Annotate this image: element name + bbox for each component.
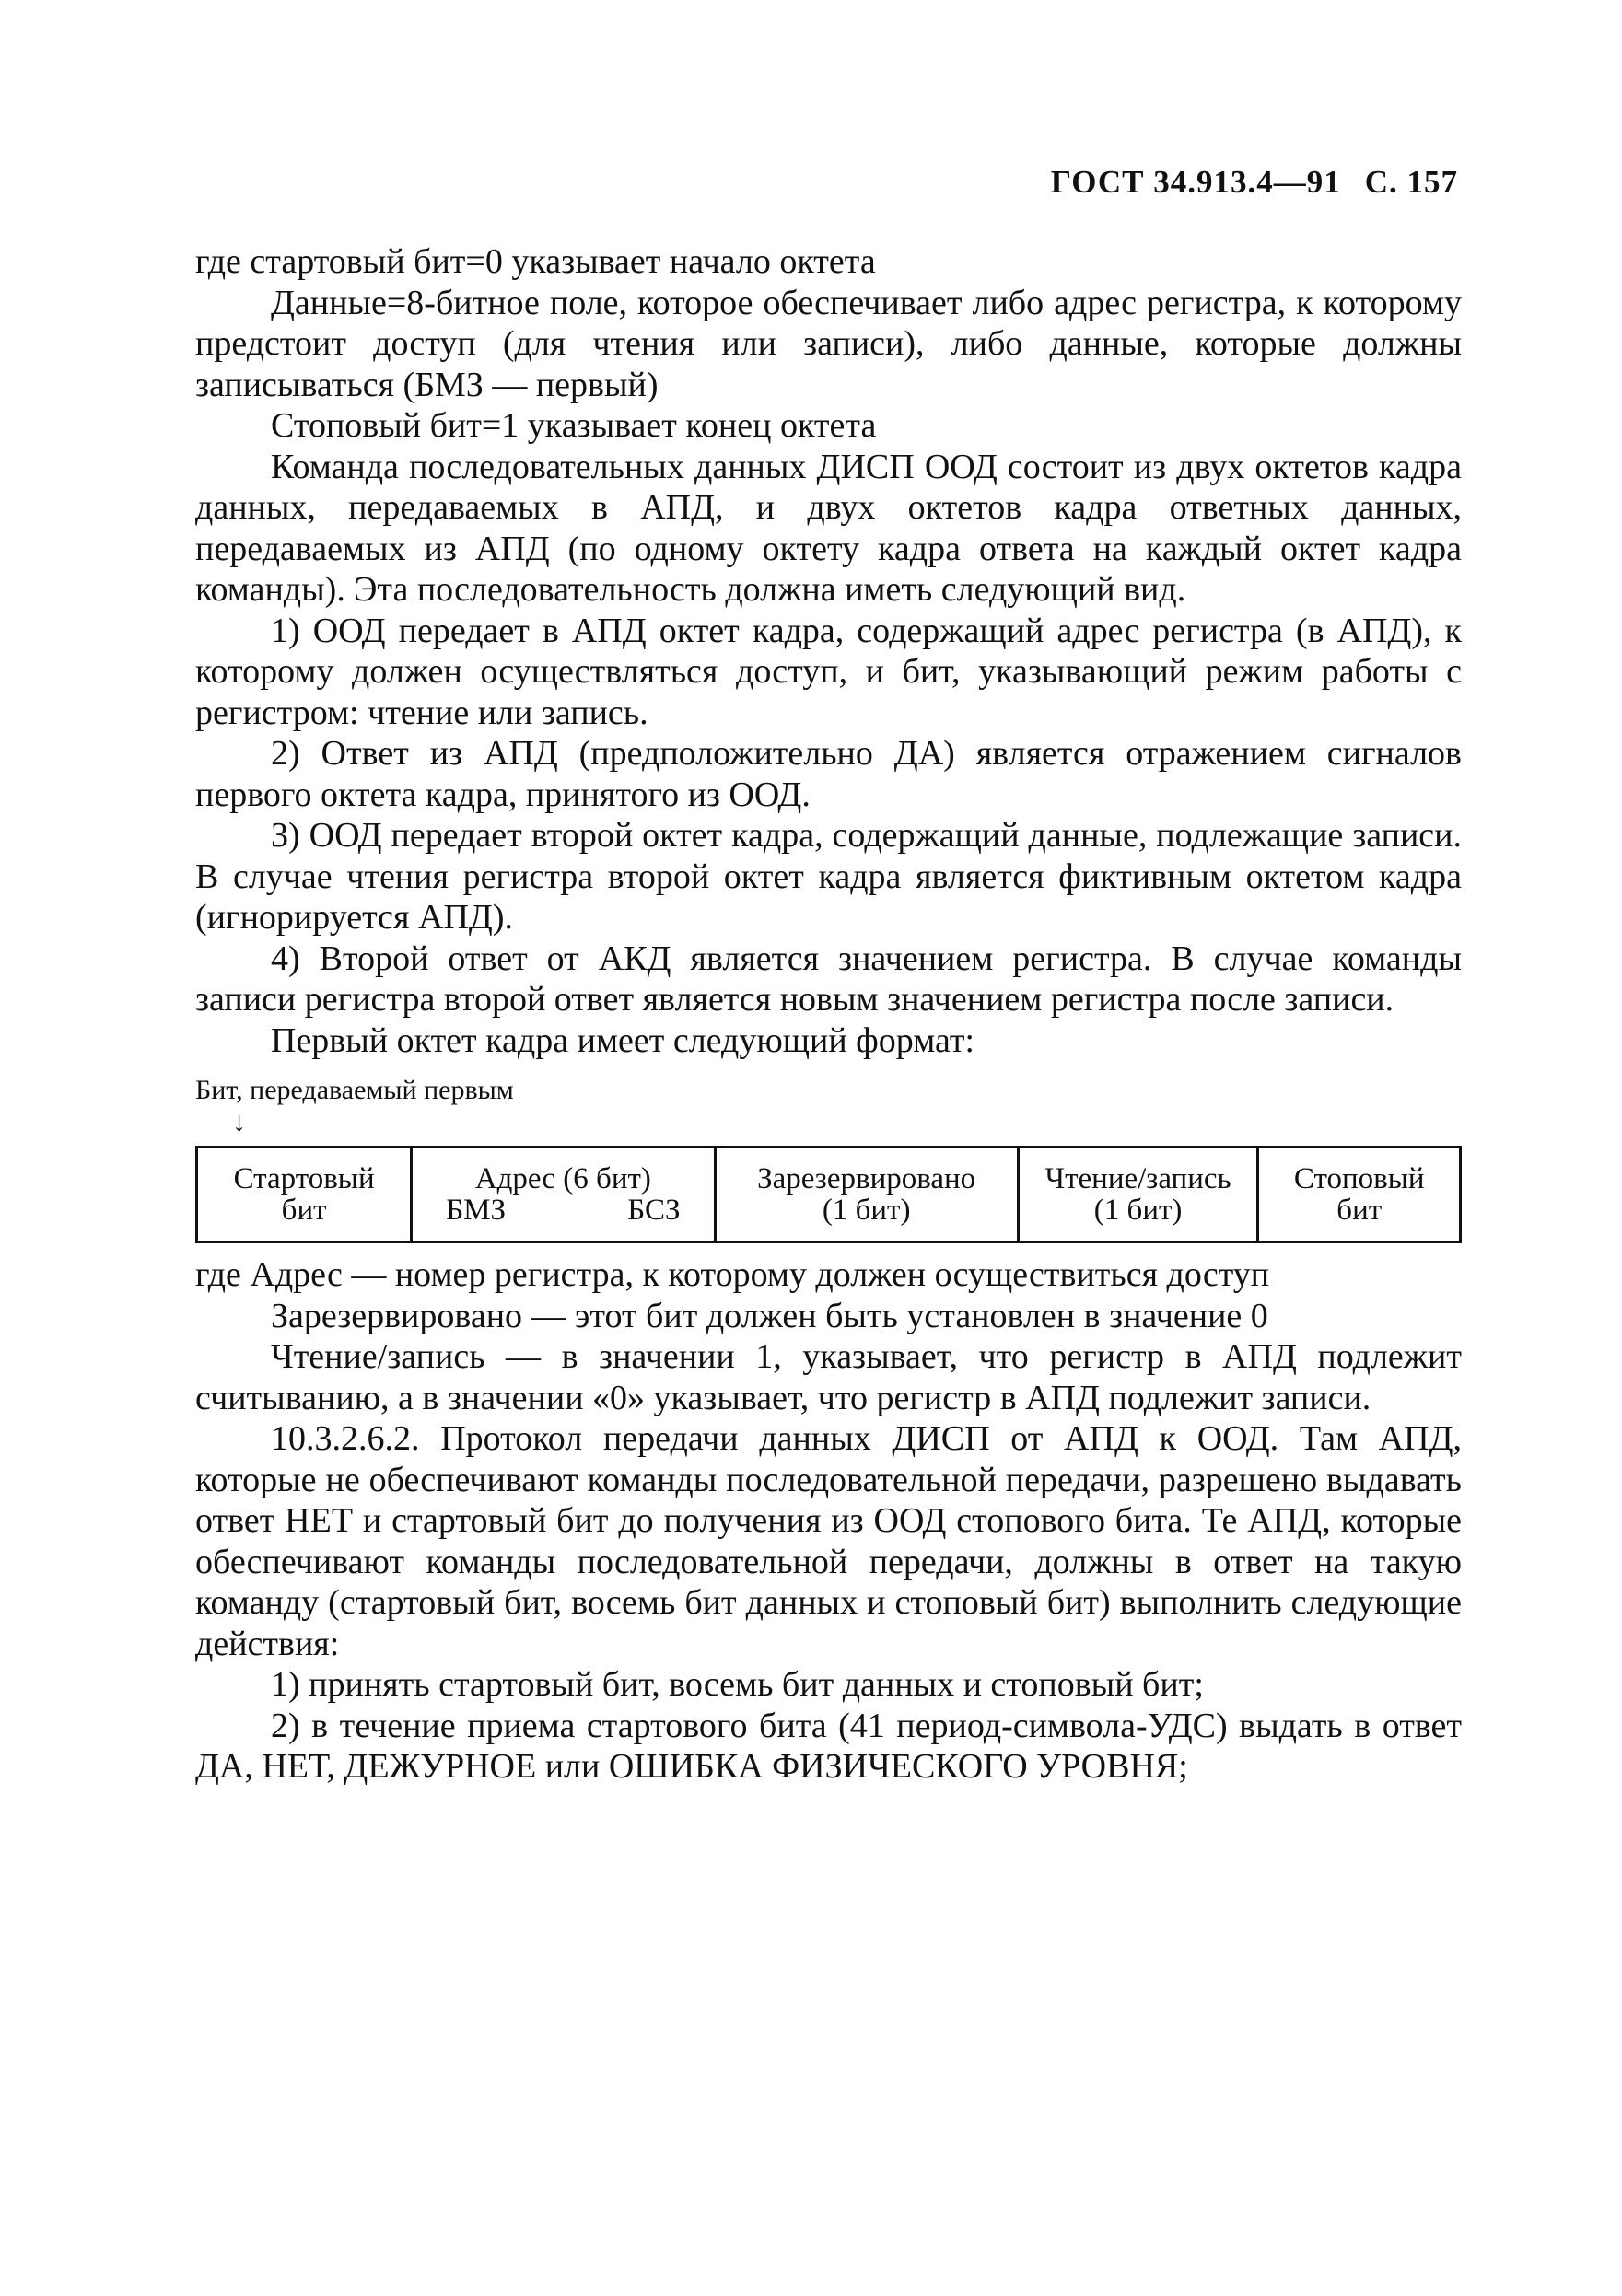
paragraph: Чтение/запись — в значении 1, указывает, что регистр в АПД подлежит считыванию, а в значении «0» указывает, что регистр в АПД подлежит записи. [195,1337,1462,1417]
arrow-down-icon: ↓ [232,1107,246,1137]
cell-start-bit: Стартовый бит [197,1148,412,1242]
paragraph: Первый октет кадра имеет следующий формат: [271,1020,975,1060]
paragraph: Команда последовательных данных ДИСП ООД состоит из двух октетов кадра данных, передаваемых в АПД, и двух октетов кадра ответных данных, передаваемых из АПД (по одному октету кадра ответа на каждый октет кадра команды). Эта последовательность должна иметь следующий вид. [195,447,1462,609]
section-paragraph: 10.3.2.6.2. Протокол передачи данных ДИСП от АПД к ООД. Там АПД, которые не обеспечивают команды последовательной передачи, разрешено выдавать ответ НЕТ и стартовый бит до получения из ООД стопового бита. Те АПД, которые обеспечивают команды последовательной передачи, должны в ответ на такую команду (стартовый бит, восемь бит данных и стоповый бит) выполнить следующие действия: [195,1419,1462,1663]
paragraph: Данные=8-битное поле, которое обеспечивает либо адрес регистра, к которому предстоит доступ (для чтения или записи), либо данные, которые должны записываться (БМЗ — первый) [195,283,1462,404]
list-item: 2) в течение приема стартового бита (41 период-символа-УДС) выдать в ответ ДА, НЕТ, ДЕЖУРНОЕ или ОШИБКА ФИЗИЧЕСКОГО УРОВНЯ; [195,1706,1462,1786]
list-item: 2) Ответ из АПД (предположительно ДА) является отражением сигналов первого октета кадра, принятого из ООД. [195,734,1462,814]
paragraph: Зарезервировано — этот бит должен быть установлен в значение 0 [271,1296,1268,1335]
cell-reserved: Зарезервировано (1 бит) [715,1148,1018,1242]
figure-caption: Бит, передаваемый первым [195,1075,514,1105]
address-msb: БМЗ [446,1194,507,1227]
paragraph: где стартовый бит=0 указывает начало октета [195,242,876,281]
page-header [1027,164,1458,201]
cell-address: Адрес (6 бит) БМЗ БСЗ [412,1148,715,1242]
address-lsb: БСЗ [627,1194,681,1227]
paragraph: Стоповый бит=1 указывает конец октета [271,406,877,445]
list-item: 4) Второй ответ от АКД является значением регистра. В случае команды записи регистра второй ответ является новым значением регистра после записи. [195,938,1462,1019]
octet-format-table [195,1146,1462,1243]
list-item: 1) ООД передает в АПД октет кадра, содержащий адрес регистра (в АПД), к которому должен осуществляться доступ, и бит, указывающий режим работы с регистром: чтение или запись. [195,611,1462,732]
paragraph: где Адрес — номер регистра, к которому должен осуществиться доступ [195,1255,1270,1294]
page-body [195,241,1462,1788]
list-item: 1) принять стартовый бит, восемь бит данных и стоповый бит; [271,1665,1204,1704]
list-item: 3) ООД передает второй октет кадра, содержащий данные, подлежащие записи. В случае чтения регистра второй октет кадра является фиктивным октетом кадра (игнорируется АПД). [195,816,1462,937]
cell-stop-bit: Стоповый бит [1258,1148,1461,1242]
cell-read-write: Чтение/запись (1 бит) [1018,1148,1258,1242]
page-number: С. 157 [1364,164,1458,200]
standard-number: ГОСТ 34.913.4—91 [1050,164,1341,200]
